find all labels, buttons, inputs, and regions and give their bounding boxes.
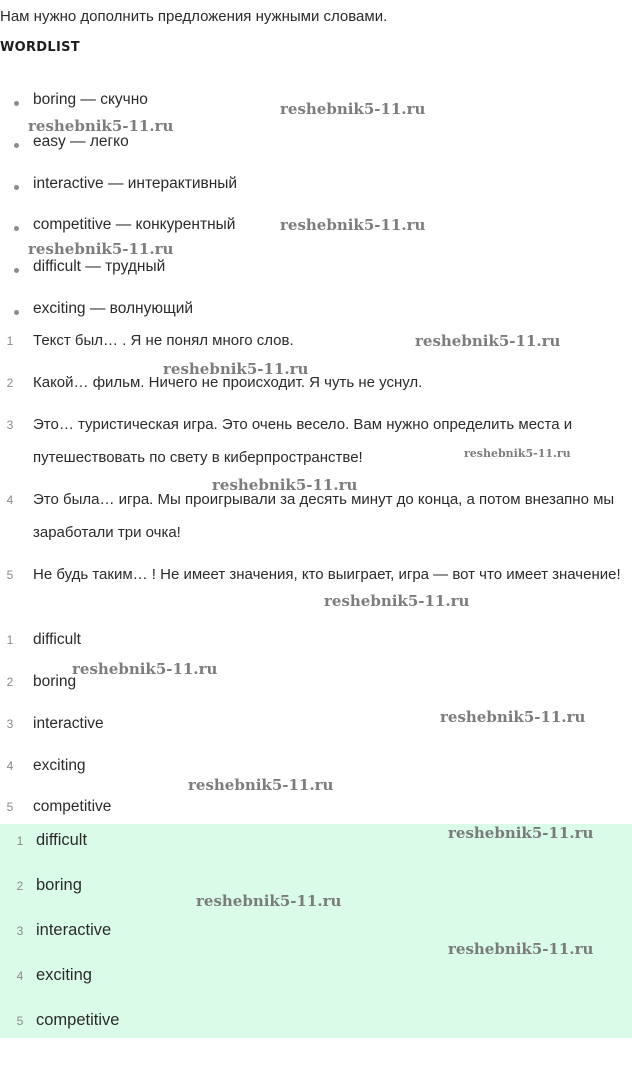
solution-number: 2 — [16, 879, 24, 893]
bullet-icon — [14, 143, 19, 148]
task-text: Какой… фильм. Ничего не происходит. Я чуть не уснул. — [33, 374, 423, 391]
wordlist-item-text: interactive — интерактивный — [33, 175, 238, 192]
watermark: reshebnik5-11.ru — [448, 940, 594, 958]
wordlist-item-text: boring — скучно — [33, 91, 148, 108]
solution-number: 3 — [16, 924, 24, 938]
watermark: reshebnik5-11.ru — [464, 447, 571, 460]
answer-text: boring — [33, 673, 77, 690]
wordlist-item-text: difficult — трудный — [33, 258, 166, 275]
answer-text: interactive — [33, 715, 104, 732]
watermark: reshebnik5-11.ru — [72, 660, 218, 678]
task-number: 5 — [6, 568, 14, 582]
watermark: reshebnik5-11.ru — [280, 100, 426, 118]
bullet-icon — [14, 310, 19, 315]
watermark: reshebnik5-11.ru — [212, 476, 358, 494]
solution-text: difficult — [36, 831, 88, 849]
solution-number: 5 — [16, 1014, 24, 1028]
watermark: reshebnik5-11.ru — [440, 708, 586, 726]
intro-text: Нам нужно дополнить предложения нужными словами. — [0, 8, 388, 25]
bullet-icon — [14, 268, 19, 273]
task-number: 4 — [6, 493, 14, 507]
solution-number: 4 — [16, 969, 24, 983]
watermark: reshebnik5-11.ru — [324, 592, 470, 610]
answer-number: 5 — [6, 800, 14, 814]
task-text: Это… туристическая игра. Это очень весело. Вам нужно определить места и путешествовать по свету в киберпространстве! — [33, 416, 573, 466]
watermark: reshebnik5-11.ru — [188, 776, 334, 794]
task-text: Не будь таким… ! Не имеет значения, кто выиграет, игра — вот что имеет значение! — [33, 566, 621, 583]
wordlist-item-text: easy — легко — [33, 133, 129, 150]
solution-text: competitive — [36, 1011, 120, 1029]
watermark: reshebnik5-11.ru — [415, 332, 561, 350]
bullet-icon — [14, 226, 19, 231]
task-number: 2 — [6, 376, 14, 390]
task-text: Текст был… . Я не понял много слов. — [33, 332, 294, 349]
wordlist-item-text: exciting — волнующий — [33, 300, 194, 317]
wordlist-heading: WORDLIST — [0, 40, 80, 55]
answer-text: competitive — [33, 798, 112, 815]
answer-number: 3 — [6, 717, 14, 731]
watermark: reshebnik5-11.ru — [28, 117, 174, 135]
answer-text: difficult — [33, 631, 81, 648]
task-number: 1 — [6, 334, 14, 348]
wordlist-item — [0, 258, 600, 282]
answer-number: 4 — [6, 759, 14, 773]
bullet-icon — [14, 101, 19, 106]
solution-text: exciting — [36, 966, 92, 984]
solution-text: interactive — [36, 921, 112, 939]
wordlist-item-text: competitive — конкурентный — [33, 216, 236, 233]
wordlist-item — [0, 300, 600, 324]
task-number: 3 — [6, 418, 14, 432]
bullet-icon — [14, 185, 19, 190]
answer-text: exciting — [33, 757, 86, 774]
watermark: reshebnik5-11.ru — [280, 216, 426, 234]
solution-number: 1 — [16, 834, 24, 848]
wordlist-item — [0, 175, 600, 199]
solution-text: boring — [36, 876, 82, 894]
task-text: Это была… игра. Мы проигрывали за десять минут до конца, а потом внезапно мы заработали три очка! — [33, 491, 615, 541]
watermark: reshebnik5-11.ru — [196, 892, 342, 910]
wordlist-item — [0, 133, 600, 157]
watermark: reshebnik5-11.ru — [448, 824, 594, 842]
watermark: reshebnik5-11.ru — [163, 360, 309, 378]
answer-number: 1 — [6, 633, 14, 647]
watermark: reshebnik5-11.ru — [28, 240, 174, 258]
answer-number: 2 — [6, 675, 14, 689]
solution-block — [0, 824, 632, 1038]
